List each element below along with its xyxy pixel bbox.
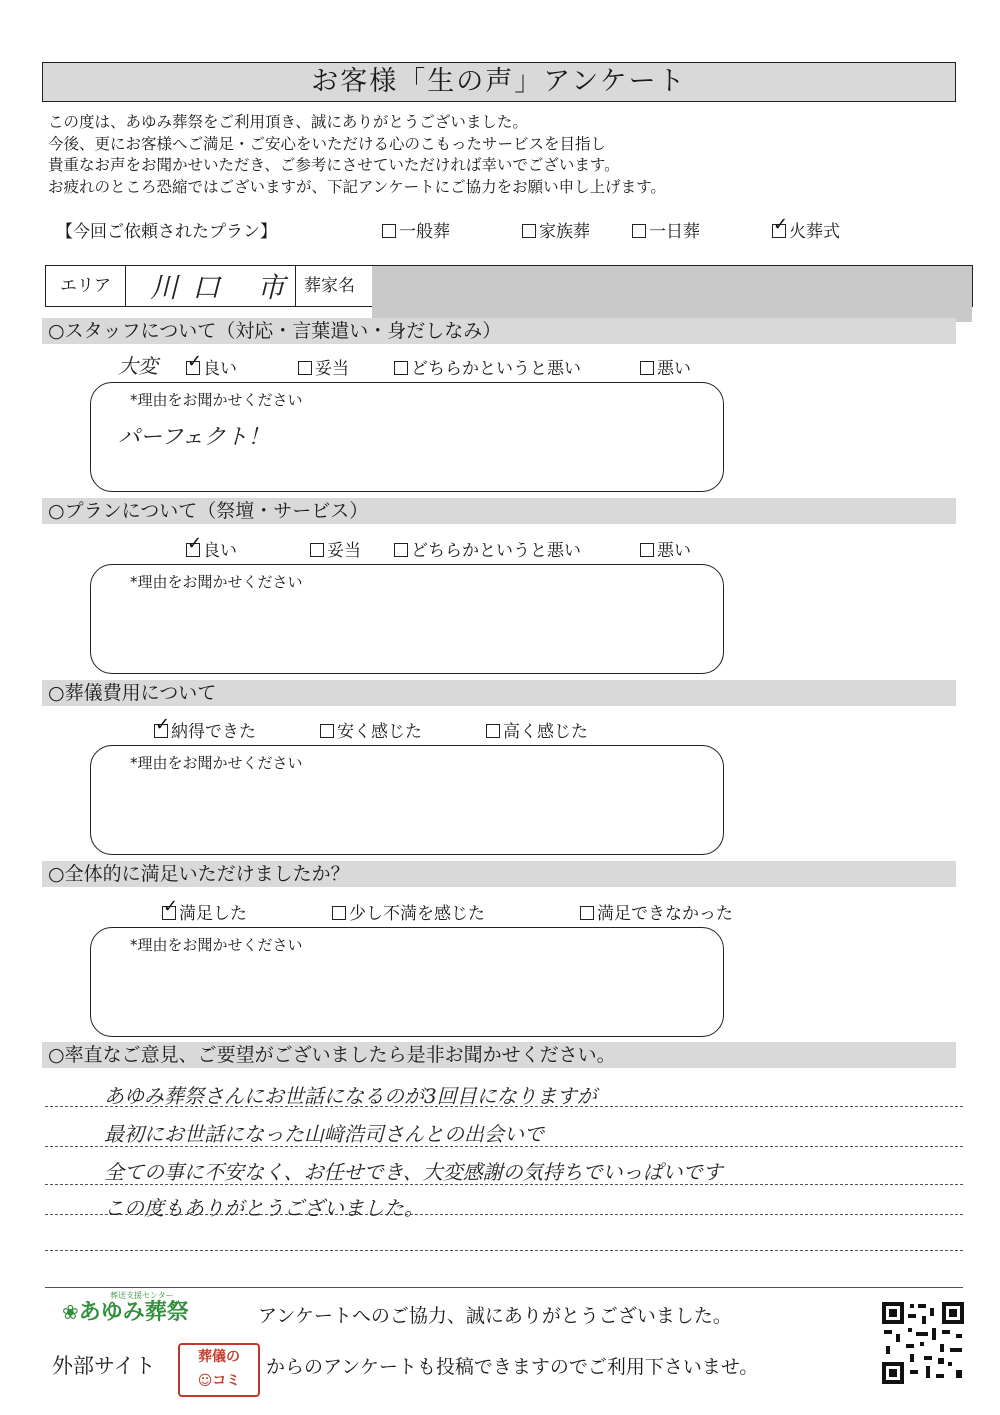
opinion-line[interactable]: 全ての事に不安なく、お任せでき、大変感謝の気持ちでいっぱいです	[104, 1160, 723, 1184]
staff-reason-text[interactable]: パーフェクト！	[118, 425, 270, 450]
area-label: エリア	[60, 276, 111, 296]
intro-line: 貴重なお声をお聞かせいただき、ご参考にさせていただければ幸いでございます。	[48, 156, 620, 174]
dashed-line	[45, 1250, 963, 1251]
logo-text: あゆみ葬祭	[78, 1300, 189, 1325]
checkbox-checked[interactable]	[154, 724, 168, 738]
cost-option-cheap[interactable]: 安く感じた	[320, 717, 422, 742]
logo-subtitle: 葬送支援センター	[110, 1291, 174, 1300]
overall-option-slightly-unsatisfied[interactable]: 少し不満を感じた	[332, 899, 485, 924]
footer-divider	[45, 1287, 963, 1288]
section-title-overall: ○全体的に満足いただけましたか？	[42, 861, 956, 887]
section-title-staff: ○スタッフについて（対応・言葉遣い・身だしなみ）	[42, 318, 956, 344]
staff-option-fair[interactable]: 妥当	[298, 354, 349, 379]
opinion-line[interactable]: あゆみ葬祭さんにお世話になるのが3回目になりますが	[104, 1084, 597, 1108]
opinion-line[interactable]: 最初にお世話になった山﨑浩司さんとの出会いで	[104, 1122, 544, 1146]
checkbox[interactable]	[298, 361, 312, 375]
checkbox[interactable]	[632, 224, 646, 238]
overall-option-unsatisfied[interactable]: 満足できなかった	[580, 899, 733, 924]
section-title-plan: ○プランについて（祭壇・サービス）	[42, 498, 956, 524]
checkbox-checked[interactable]	[162, 906, 176, 920]
plan-option-kasou[interactable]: ✓ 火葬式	[772, 217, 840, 242]
plan-option-kazoku[interactable]: 家族葬	[522, 217, 590, 242]
intro-line: 今後、更にお客様へご満足・ご安心をいただける心のこもったサービスを目指し	[48, 134, 607, 153]
staff-option-rather-bad[interactable]: どちらかというと悪い	[394, 354, 581, 379]
external-site-text: からのアンケートも投稿できますのでご利用下さいませ。	[266, 1356, 759, 1378]
staff-option-good[interactable]: ✓ 良い	[186, 354, 237, 379]
leaf-icon: ❀	[62, 1300, 79, 1324]
plan-reason-label: *理由をお聞かせください	[130, 573, 303, 591]
redacted-family-name	[372, 266, 972, 322]
plan-eval-option-fair[interactable]: 妥当	[310, 536, 361, 561]
page-title: お客様「生の声」アンケート	[42, 62, 956, 102]
checkbox[interactable]	[394, 361, 408, 375]
checkbox[interactable]	[310, 543, 324, 557]
plan-eval-option-rather-bad[interactable]: どちらかというと悪い	[394, 536, 581, 561]
intro-text	[48, 112, 666, 198]
opinion-line[interactable]: この度もありがとうございました。	[104, 1196, 424, 1220]
kuchikomi-bottom: ☺コミ	[197, 1373, 241, 1389]
divider	[125, 265, 126, 307]
face-icon: ☺	[197, 1373, 213, 1389]
staff-prefix: 大変	[118, 354, 158, 378]
checkbox[interactable]	[640, 361, 654, 375]
overall-option-satisfied[interactable]: ✓満足した	[162, 899, 247, 924]
checkbox-checked[interactable]	[186, 543, 200, 557]
staff-reason-label: *理由をお聞かせください	[130, 391, 303, 409]
checkbox[interactable]	[320, 724, 334, 738]
overall-reason-label: *理由をお聞かせください	[130, 936, 303, 954]
checkbox[interactable]	[486, 724, 500, 738]
plan-eval-option-bad[interactable]: 悪い	[640, 536, 691, 561]
checkbox[interactable]	[580, 906, 594, 920]
intro-line: この度は、あゆみ葬祭をご利用頂き、誠にありがとうございました。	[48, 113, 528, 131]
cost-option-satisfied[interactable]: ✓納得できた	[154, 717, 256, 742]
footer-thanks: アンケートへのご協力、誠にありがとうございました。	[258, 1305, 732, 1327]
checkbox[interactable]	[394, 543, 408, 557]
section-title-cost: ○葬儀費用について	[42, 680, 956, 706]
ayumi-logo	[62, 1295, 189, 1326]
cost-reason-label: *理由をお聞かせください	[130, 754, 303, 772]
external-site-label: 外部サイト	[52, 1354, 156, 1378]
intro-line: お疲れのところ恐縮ではございますが、下記アンケートにご協力をお願い申し上げます。	[48, 177, 666, 196]
checkbox-checked[interactable]	[186, 361, 200, 375]
checkbox[interactable]	[640, 543, 654, 557]
kuchikomi-logo[interactable]	[178, 1343, 260, 1397]
plan-option-ichinichi[interactable]: 一日葬	[632, 217, 700, 242]
cost-option-expensive[interactable]: 高く感じた	[486, 717, 588, 742]
checkbox[interactable]	[382, 224, 396, 238]
family-name-label: 葬家名	[304, 276, 355, 296]
plan-label: 【今回ご依頼されたプラン】	[56, 222, 277, 242]
kuchikomi-top: 葬儀の	[198, 1349, 240, 1365]
plan-option-ippan[interactable]: 一般葬	[382, 217, 450, 242]
staff-option-bad[interactable]: 悪い	[640, 354, 691, 379]
checkbox[interactable]	[332, 906, 346, 920]
section-title-opinion: ○率直なご意見、ご要望がございましたら是非お聞かせください。	[42, 1042, 956, 1068]
checkbox-checked[interactable]	[772, 224, 786, 238]
qr-code-icon[interactable]	[880, 1300, 966, 1386]
area-value[interactable]: 川口 市	[150, 271, 299, 304]
checkbox[interactable]	[522, 224, 536, 238]
plan-eval-option-good[interactable]: ✓良い	[186, 536, 237, 561]
